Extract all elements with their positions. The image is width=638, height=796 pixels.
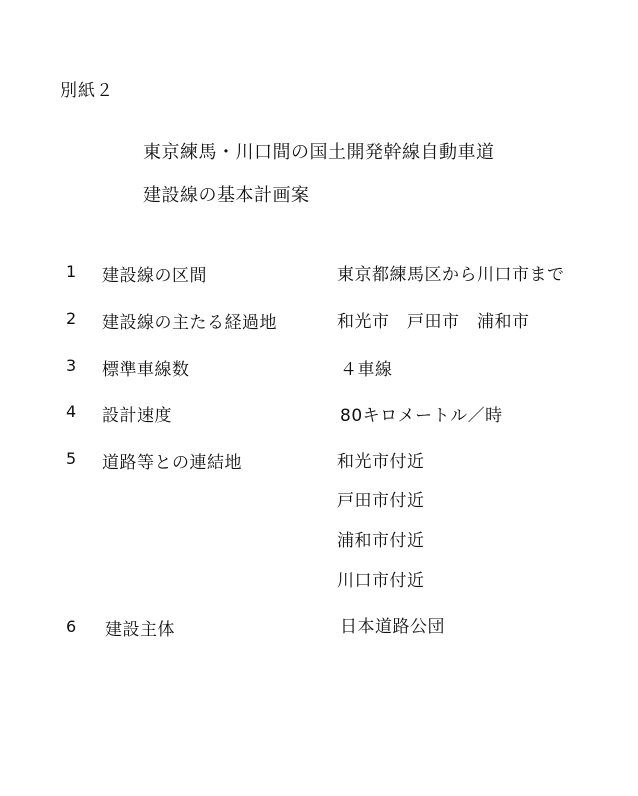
item-number: 2 (66, 309, 77, 328)
item-value: 和光市付近 (337, 452, 425, 472)
item-label: 建設線の区間 (102, 266, 207, 286)
item-value: 川口市付近 (337, 571, 425, 591)
item-number: 6 (66, 617, 77, 636)
item-value: 和光市 戸田市 浦和市 (337, 312, 530, 332)
document-title-line-1: 東京練馬・川口間の国土開発幹線自動車道 (143, 142, 495, 163)
item-value: ４車線 (340, 360, 393, 380)
document-title-line-2: 建設線の基本計画案 (143, 185, 310, 206)
item-value: 80キロメートル／時 (340, 406, 503, 426)
item-label: 建設主体 (105, 620, 175, 640)
attachment-label: 別紙２ (60, 81, 114, 101)
item-number: 3 (66, 356, 77, 375)
item-label: 標準車線数 (102, 360, 190, 380)
item-value: 日本道路公団 (340, 617, 445, 637)
item-label: 建設線の主たる経過地 (102, 313, 277, 333)
item-label: 設計速度 (102, 406, 172, 426)
item-label: 道路等との連結地 (102, 453, 242, 473)
item-value: 戸田市付近 (337, 491, 425, 511)
item-number: 1 (66, 262, 77, 281)
item-value: 東京都練馬区から川口市まで (337, 265, 565, 285)
item-number: 5 (66, 449, 77, 468)
item-value: 浦和市付近 (337, 531, 425, 551)
item-number: 4 (66, 402, 77, 421)
